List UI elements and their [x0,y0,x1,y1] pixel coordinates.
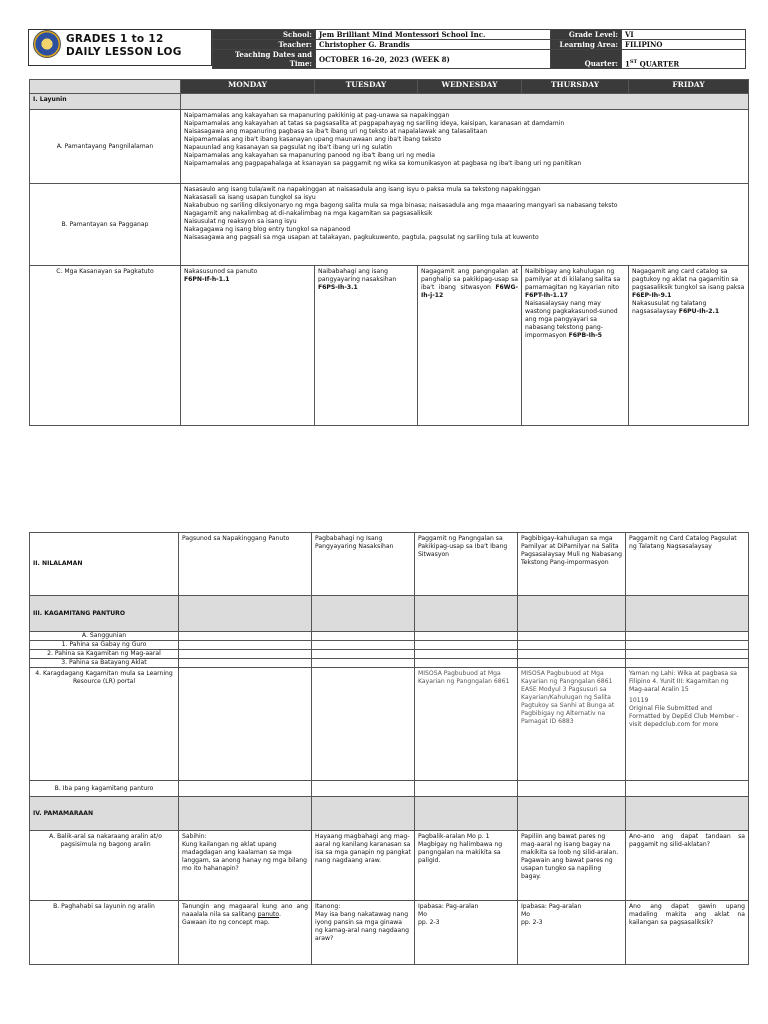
competency-thursday: Naibibigay ang kahulugan ng pamilyar at di kilalang salita sa pamamagitan ng kayarian nito F6PT-Ih-1.17 Naisasalaysay nang may wastong pagkakasunod-sunod ang mga pangyayari sa nabasang tekstong pang-impormasyon F6PB-Ih-5 [522,266,629,426]
label-paghahabi: B. Paghahabi sa layunin ng aralin [30,901,179,965]
area-value: FILIPINO [622,40,746,50]
competency-tuesday: Naibabahagi ang isang pangyayaring nasaksihan F6PS-Ih-3.1 [315,266,418,426]
label-balik-aral: A. Balik-aral sa nakaraang aralin at/o pagsisimula ng bagong aralin [30,831,179,901]
day-friday: FRIDAY [629,80,749,94]
content-standards: Naipamamalas ang kakayahan sa mapanuring pakikinig at pag-unawa sa napakinggan Naipamamalas ang kakayahan at tatas sa pagsasalita at pagpapahayag ng sariling ideya, kaisipan, karanasan at damdamin Naisasagawa ang mapanuring pagbasa sa iba't ibang uri ng teksto at napalalawak ang talasalitaan Naipamamalas ang iba't ibang kasanayan upang maunawaan ang iba't ibang teksto Napauunlad ang kasanayan sa pagsulat ng iba't ibang uri ng sulatin Naipamamalas ang kakayahan sa mapanuring panood ng iba't ibang uri ng media Naipamamalas ang pagpapahalaga at ksanayan sa paggamit ng wika sa komunikasyon at pagbasa ng iba't ibang uri ng panitikan [181,110,749,184]
nilalaman-friday: Paggamit ng Card Catalog Pagsulat ng Talatang Nagsasalaysay [626,533,749,596]
day-monday: MONDAY [181,80,315,94]
lr-wednesday: MISOSA Pagbubuod at Mga Kayarian ng Pangngalan 6861 [415,668,518,781]
form-subtitle: DAILY LESSON LOG [66,46,182,58]
grade-value: VI [622,30,746,40]
quarter-label: Quarter: [551,50,622,69]
form-title: GRADES 1 to 12 [66,33,164,45]
section-pamamaraan: IV. PAMAMARAAN [30,797,179,831]
balik-aral-wednesday: Pagbalik-aralan Mo p. 1 Magbigay ng halimbawa ng pangngalan na makikita sa paligid. [415,831,518,901]
grade-label: Grade Level: [551,30,622,40]
competency-wednesday: Nagagamit ang pangngalan at panghalip sa pakikipag-usap sa iba't ibang sitwasyon F6WG-Ih-j-12 [418,266,522,426]
section-nilalaman: II. NILALAMAN [30,533,179,596]
teacher-value: Christopher G. Brandis [316,40,551,50]
nilalaman-monday: Pagsunod sa Napakinggang Panuto [179,533,312,596]
section-kagamitang-panturo: III. KAGAMITANG PANTURO [30,596,179,632]
dates-value: OCTOBER 16–20, 2023 (WEEK 8) [316,50,551,69]
paghahabi-thursday: Ipabasa: Pag-aralan Mo pp. 2-3 [518,901,626,965]
section-layunin: I. Layunin [30,94,181,110]
paghahabi-friday: Ano ang dapat gawin upang madaling makita ang aklat na kailangan sa pagsasaliksik? [626,901,749,965]
balik-aral-thursday: Papiliin ang bawat pares ng mag-aaral ng isang bagay na makikita sa loob ng silid-aralan. Pagawain ang bawat pares ng usapan tungko sa napiling bagay. [518,831,626,901]
label-kagamitan-mag-aaral: 2. Pahina sa Kagamitan ng Mag-aaral [30,650,179,659]
paghahabi-tuesday: Itanong: May isa bang nakatawag nang iyong pansin sa mga ginawa ng kamag-aral nang nagdaang araw? [312,901,415,965]
day-tuesday: TUESDAY [315,80,418,94]
balik-aral-friday: Ano-ano ang dapat tandaan sa paggamit ng silid-aklatan? [626,831,749,901]
day-thursday: THURSDAY [522,80,629,94]
deped-seal-icon [33,30,61,58]
label-pamantayan-sa-pagganap: B. Pamantayan sa Pagganap [30,184,181,266]
label-pamantayang-pangnilalaman: A. Pamantayang Pangnilalaman [30,110,181,184]
label-sanggunian: A. Sanggunian [30,632,179,641]
performance-standards: Nasasaulo ang isang tula/awit na napakinggan at naisasadula ang isang isyu o paksa mula sa tekstong napakinggan Nakasasali sa isang usapan tungkol sa isyu Nakabubuo ng sariling diksiyonaryo ng mga bagong salita mula sa mga binasa; naisasadula ang mga maaaring mangyari sa nabasang teksto Nagagamit ang nakalimbag at di-nakalimbag na mga kagamitan sa pagsasaliksik Naisusulat ng reaksyon sa isang isyu Nakagagawa ng isang blog entry tungkol sa napanood Naisasagawa ang pagsali sa mga usapan at talakayan, pagkukuwento, pagtula, pagsulat ng sariling tula at kuwento [181,184,749,266]
competency-monday: Nakasusunod sa panuto F6PN-If-h-1.1 [181,266,315,426]
dates-label: Teaching Dates and Time: [213,50,316,69]
label-kasanayan-sa-pagkatuto: C. Mga Kasanayan sa Pagkatuto [30,266,181,426]
paghahabi-monday: Tanungin ang magaaral kung ano ang naaalala nila sa salitang panuto. Gawaan ito ng concept map. [179,901,312,965]
label-batayang-aklat: 3. Pahina sa Batayang Aklat [30,659,179,668]
lr-friday: Yaman ng Lahi: Wika at pagbasa sa Filipino 4. Yunit III: Kagamitan ng Mag-aaral Aralin 15 10119 Original File Submitted and Formatted by DepEd Club Member - visit depedclub.com for more [626,668,749,781]
school-label: School: [213,30,316,40]
nilalaman-thursday: Pagbibigay-kahulugan sa mga Pamilyar at DiPamilyar na Salita Pagsasalaysay Muli ng Nabasang Tekstong Pang-impormasyon [518,533,626,596]
label-iba-pang-kagamitan: B. Iba pang kagamitang panturo [30,781,179,797]
label-lr-portal: 4. Karagdagang Kagamitan mula sa Learning Resource (LR) portal [30,668,179,781]
teacher-label: Teacher: [213,40,316,50]
competency-friday: Nagagamit ang card catalog sa pagtukoy ng aklat na gagamitin sa pagsasaliksik tungkol sa isang paksa F6EP-Ih-9.1 Nakasusulat ng talatang nagsasalaysay F6PU-Ih-2.1 [629,266,749,426]
balik-aral-tuesday: Hayaang magbahagi ang mag-aaral ng kanilang karanasan sa isa sa mga ganapin ng pangkat nang nagdaang araw. [312,831,415,901]
paghahabi-wednesday: Ipabasa: Pag-aralan Mo pp. 2-3 [415,901,518,965]
nilalaman-wednesday: Paggamit ng Pangngalan sa Pakikipag-usap sa Iba't Ibang Sitwasyon [415,533,518,596]
nilalaman-tuesday: Pagbabahagi ng Isang Pangyayaring Nasaksihan [312,533,415,596]
objectives-table [29,79,749,426]
balik-aral-monday: Sabihin: Kung kailangan ng aklat upang madagdagan ang kaalaman sa mga langgam, sa anong hanay ng mga bilang mo ito hahanapin? [179,831,312,901]
procedure-table [29,532,749,965]
quarter-value: 1ST QUARTER [622,50,746,69]
school-value: Jem Brilliant Mind Montessori School Inc. [316,30,551,40]
area-label: Learning Area: [551,40,622,50]
day-wednesday: WEDNESDAY [418,80,522,94]
corner-cell [30,80,181,94]
header-info-table [212,29,746,69]
lr-thursday: MISOSA Pagbubuod at Mga Kayarian ng Pangngalan 6861 EASE Modyul 3 Pagsusuri sa Kayarian/Kahulugan ng Salita Pagtukoy sa Sanhi at Bunga at Pagbibigay ng Alternativ na Pamagat ID 6883 [518,668,626,781]
label-gabay-ng-guro: 1. Pahina sa Gabay ng Guro [30,641,179,650]
